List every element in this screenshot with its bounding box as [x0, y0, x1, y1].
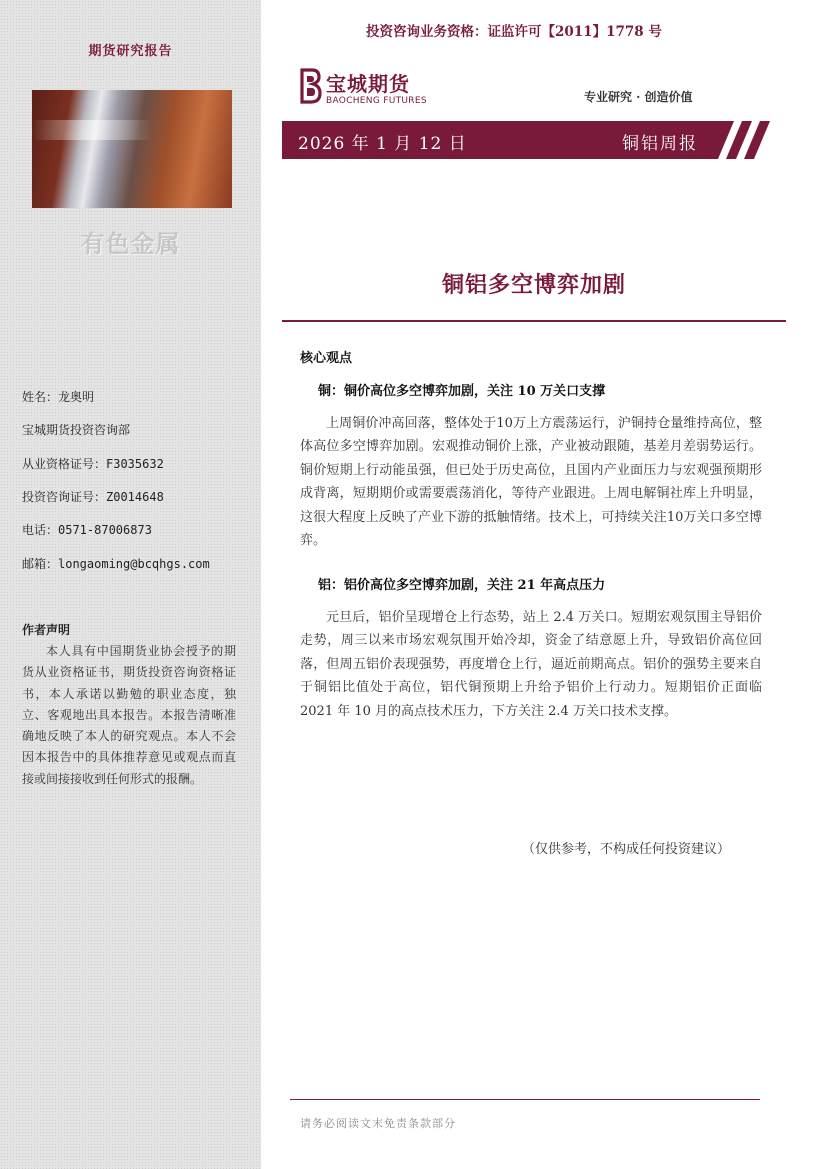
left-sidebar: [0, 0, 261, 1169]
analyst-email[interactable]: 邮箱：longaoming@bcqhgs.com: [22, 557, 210, 571]
footer-note[interactable]: 请务必阅读文末免责条款部分: [300, 1117, 456, 1130]
banner-stripes-icon: [700, 121, 786, 159]
footer-divider: [290, 1099, 760, 1100]
analyst-name: 姓名：龙奥明: [22, 390, 95, 404]
metal-cover-image: [32, 90, 232, 208]
consulting-cert-number: 投资咨询证号：Z0014648: [22, 490, 164, 504]
report-series-label: 期货研究报告: [88, 44, 173, 59]
copper-heading: 铜：铜价高位多空博弈加剧，关注 10 万关口支撑: [318, 384, 606, 399]
report-date: 2026 年 1 月 12 日: [298, 134, 467, 154]
aluminum-heading: 铝：铝价高位多空博弈加剧，关注 21 年高点压力: [318, 578, 606, 593]
analyst-phone: 电话：0571-87006873: [22, 523, 152, 537]
company-slogan: 专业研究 · 创造价值: [584, 90, 693, 104]
company-logo: [298, 68, 438, 112]
logo-mark-icon: [298, 68, 322, 106]
license-text: 投资咨询业务资格：证监许可【2011】1778 号: [366, 24, 662, 40]
category-label: 有色金属: [80, 230, 181, 258]
aluminum-paragraph: 元旦后，铝价呈现增仓上行态势，站上 2.4 万关口。短期宏观氛围主导铝价走势，周三以来市场宏观氛围开始冷却，资金了结意愿上升，导致铝价高位回落，但周五铝价表现强势，再度增仓上行，逼近前期高点。铝价的强势主要来自于铜铝比值处于高位，铝代铜预期上升给予铝价上行动力。短期铝价正面临 2021 年 10 月的高点技术压力，下方关注 2.4 万关口技术支撑。: [300, 610, 762, 719]
analyst-department: 宝城期货投资咨询部: [22, 423, 131, 437]
logo-chinese-text: 宝城期货: [326, 72, 410, 96]
copper-paragraph: 上周铜价冲高回落，整体处于10万上方震荡运行，沪铜持仓量维持高位，整体高位多空博弈加剧。宏观推动铜价上涨，产业被动跟随，基差月差弱势运行。铜价短期上行动能虽强，但已处于历史高位，且国内产业面压力与宏观强预期形成背离，短期期价或需要震荡消化，等待产业跟进。上周电解铜社库上升明显，这很大程度上反映了产业下游的抵触情绪。技术上，可持续关注10万关口多空博弈。: [300, 416, 762, 549]
report-type: 铜铝周报: [622, 134, 698, 154]
section-heading: 核心观点: [300, 351, 353, 366]
title-divider: [282, 320, 786, 322]
declaration-body: 本人具有中国期货业协会授予的期货从业资格证书，期货投资咨询资格证书，本人承诺以勤勉的职业态度，独立、客观地出具本报告。本报告清晰准确地反映了本人的研究观点。本人不会因本报告中的具体推荐意见或观点而直接或间接接收到任何形式的报酬。: [22, 644, 236, 786]
declaration-title: 作者声明: [22, 623, 71, 637]
logo-english-text: BAOCHENG FUTURES: [326, 96, 427, 106]
disclaimer-note: （仅供参考，不构成任何投资建议）: [522, 842, 731, 857]
page-title: 铜铝多空博弈加剧: [441, 273, 626, 298]
qualification-number: 从业资格证号：F3035632: [22, 457, 164, 471]
